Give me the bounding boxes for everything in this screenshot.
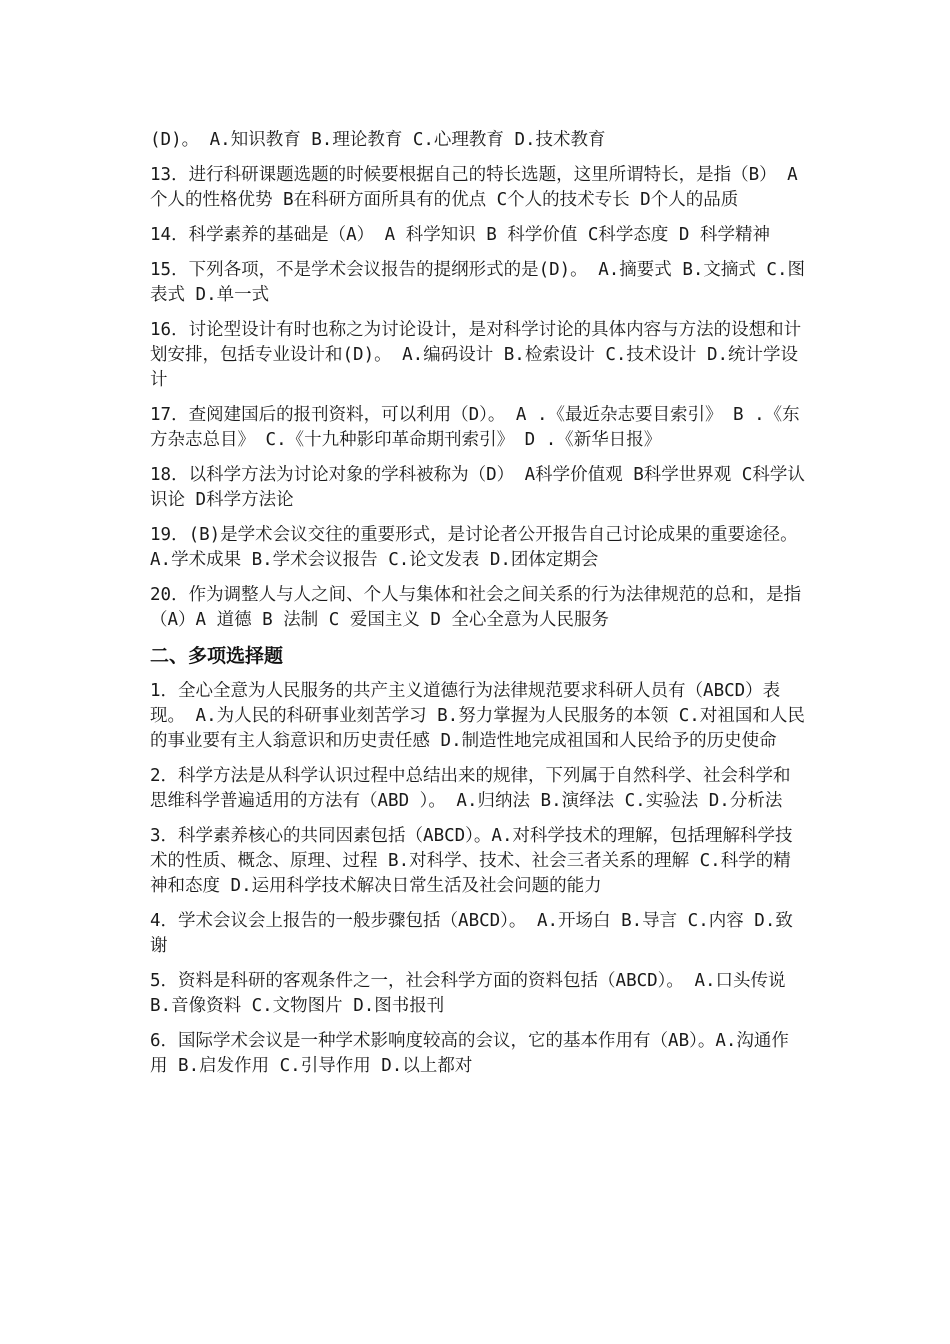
multi-question-4: 4．学术会议会上报告的一般步骤包括（ABCD）。 A.开场白 B.导言 C.内容 D.致谢 xyxy=(150,911,793,956)
question-18: 18．以科学方法为讨论对象的学科被称为（D） A科学价值观 B科学世界观 C科学认识论 D科学方法论 xyxy=(150,465,805,510)
multi-question-1: 1．全心全意为人民服务的共产主义道德行为法律规范要求科研人员有（ABCD）表现。 A.为人民的科研事业刻苦学习 B.努力掌握为人民服务的本领 C.对祖国和人民的事业要有主人翁意识和历史责任感 D.制造性地完成祖国和人民给予的历史使命 xyxy=(150,681,805,751)
question-13: 13．进行科研课题选题的时候要根据自己的特长选题，这里所谓特长，是指（B） A个人的性格优势 B在科研方面所具有的优点 C个人的技术专长 D个人的品质 xyxy=(150,165,798,210)
question-17: 17．查阅建国后的报刊资料，可以利用（D）。 A .《最近杂志要目索引》 B .《东方杂志总目》 C.《十九种影印革命期刊索引》 D .《新华日报》 xyxy=(150,405,800,450)
multi-question-2: 2．科学方法是从科学认识过程中总结出来的规律，下列属于自然科学、社会科学和思维科学普遍适用的方法有（ABD ）。 A.归纳法 B.演绎法 C.实验法 D.分析法 xyxy=(150,766,791,811)
multi-question-5: 5．资料是科研的客观条件之一，社会科学方面的资料包括（ABCD）。 A.口头传说 B.音像资料 C.文物图片 D.图书报刊 xyxy=(150,971,786,1016)
multi-question-6: 6．国际学术会议是一种学术影响度较高的会议，它的基本作用有（AB）。A.沟通作用 B.启发作用 C.引导作用 D.以上都对 xyxy=(150,1031,789,1076)
question-20: 20．作为调整人与人之间、个人与集体和社会之间关系的行为法律规范的总和，是指（A）A 道德 B 法制 C 爱国主义 D 全心全意为人民服务 xyxy=(150,585,802,630)
section-heading-multiple-choice: 二、多项选择题 xyxy=(150,645,284,667)
question-12-tail: (D)。 A.知识教育 B.理论教育 C.心理教育 D.技术教育 xyxy=(150,130,606,150)
question-16: 16．讨论型设计有时也称之为讨论设计，是对科学讨论的具体内容与方法的设想和计划安排，包括专业设计和(D)。 A.编码设计 B.检索设计 C.技术设计 D.统计学设计 xyxy=(150,320,802,390)
question-19: 19．(B)是学术会议交往的重要形式，是讨论者公开报告自己讨论成果的重要途径。 A.学术成果 B.学术会议报告 C.论文发表 D.团体定期会 xyxy=(150,525,798,570)
document-page xyxy=(150,128,805,1089)
question-14: 14．科学素养的基础是（A） A 科学知识 B 科学价值 C科学态度 D 科学精神 xyxy=(150,225,771,245)
question-15: 15．下列各项，不是学术会议报告的提纲形式的是(D)。 A.摘要式 B.文摘式 C.图表式 D.单一式 xyxy=(150,260,806,305)
multi-question-3: 3．科学素养核心的共同因素包括（ABCD）。A.对科学技术的理解，包括理解科学技术的性质、概念、原理、过程 B.对科学、技术、社会三者关系的理解 C.科学的精神和态度 D.运用科学技术解决日常生活及社会问题的能力 xyxy=(150,826,793,896)
